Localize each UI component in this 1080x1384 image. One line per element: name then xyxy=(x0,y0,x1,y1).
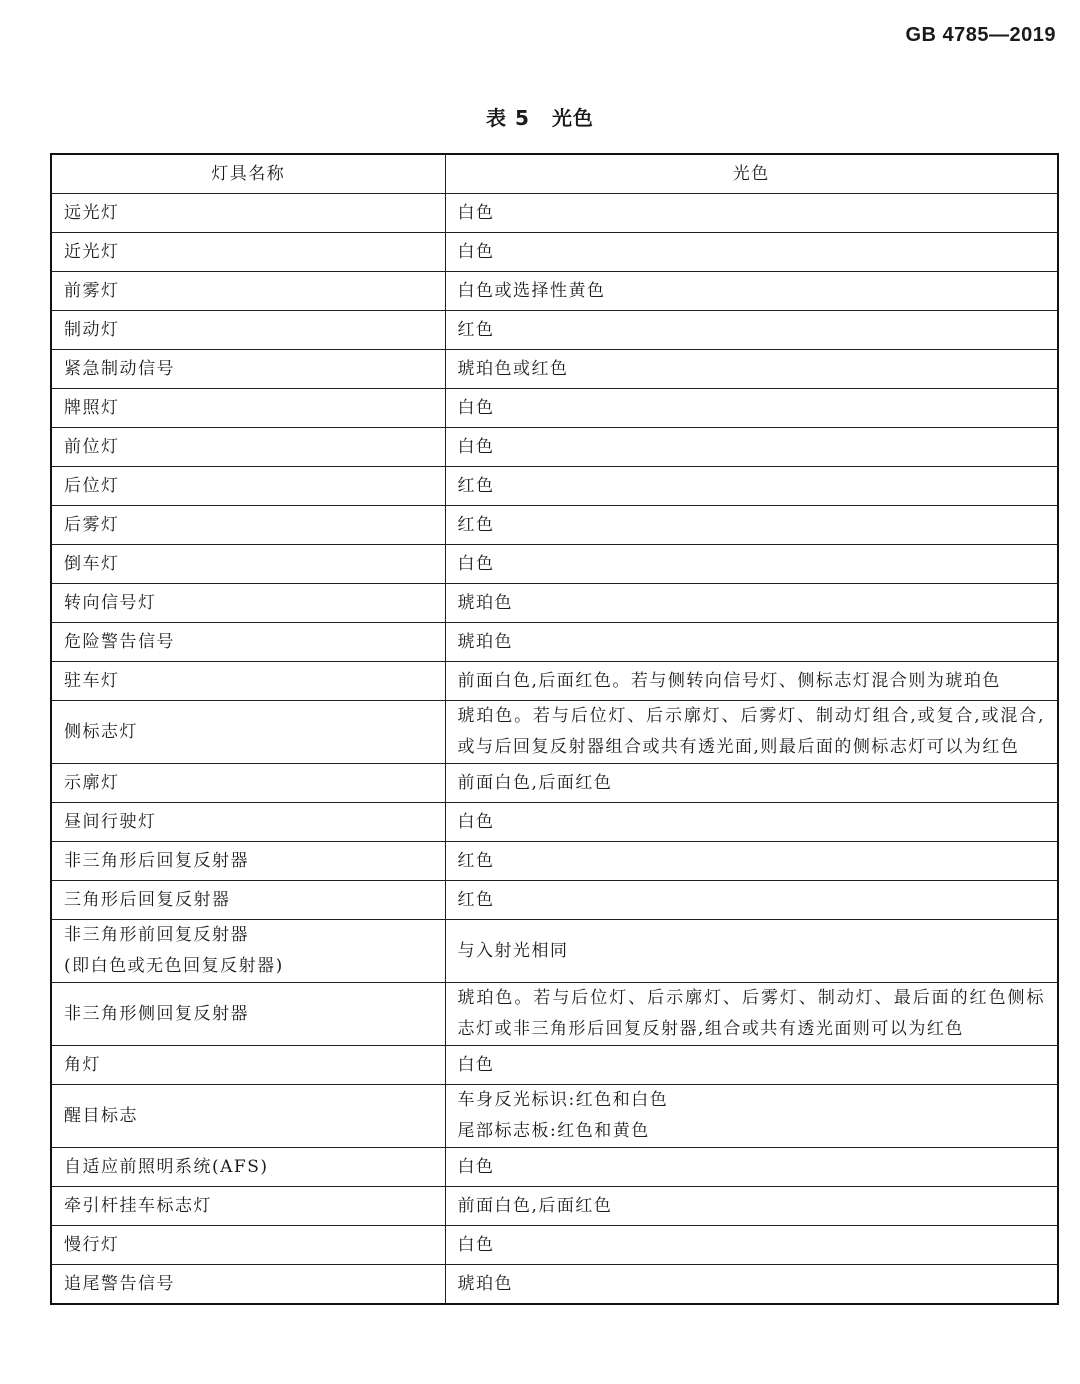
table-row xyxy=(51,1085,1058,1148)
light-color-text: 与入射光相同 xyxy=(457,940,569,961)
light-color-cell xyxy=(445,194,1058,233)
table-row xyxy=(51,701,1058,764)
light-color-text: 白色 xyxy=(457,553,495,574)
light-color-cell xyxy=(445,1046,1058,1085)
light-color-cell xyxy=(445,584,1058,623)
table-header-row xyxy=(51,154,1058,194)
light-name-cell xyxy=(51,1187,445,1226)
light-name-text: 牵引杆挂车标志灯 xyxy=(64,1195,212,1216)
light-color-text: 前面白色,后面红色。若与侧转向信号灯、侧标志灯混合则为琥珀色 xyxy=(457,670,1001,691)
light-name-text: 昼间行驶灯 xyxy=(64,811,157,832)
light-name-cell xyxy=(51,1226,445,1265)
light-color-text: 尾部标志板:红色和黄色 xyxy=(457,1121,650,1141)
table-row xyxy=(51,1046,1058,1085)
light-name-text: 转向信号灯 xyxy=(64,592,157,613)
table-row xyxy=(51,623,1058,662)
light-name-cell xyxy=(51,350,445,389)
table-row xyxy=(51,272,1058,311)
table-row xyxy=(51,1226,1058,1265)
light-color-text: 白色 xyxy=(457,397,495,418)
light-name-cell xyxy=(51,467,445,506)
light-color-text: 白色 xyxy=(457,811,495,832)
light-color-cell xyxy=(445,920,1058,983)
table-row xyxy=(51,506,1058,545)
light-name-cell xyxy=(51,1085,445,1148)
light-name-cell xyxy=(51,1265,445,1305)
light-color-text: 琥珀色 xyxy=(457,592,513,613)
table-row xyxy=(51,233,1058,272)
light-name-text: 后雾灯 xyxy=(64,514,120,535)
light-name-cell xyxy=(51,233,445,272)
light-name-cell xyxy=(51,842,445,881)
light-color-cell xyxy=(445,764,1058,803)
table-row xyxy=(51,764,1058,803)
light-name-text: 前雾灯 xyxy=(64,280,120,301)
table-row xyxy=(51,428,1058,467)
table-row xyxy=(51,350,1058,389)
table-title xyxy=(0,102,1080,131)
light-name-cell xyxy=(51,506,445,545)
light-name-text: 非三角形侧回复反射器 xyxy=(64,1003,249,1024)
table-row xyxy=(51,311,1058,350)
light-color-table xyxy=(50,153,1059,1305)
light-color-text: 红色 xyxy=(457,319,495,340)
light-name-cell xyxy=(51,1148,445,1187)
light-color-text: 前面白色,后面红色 xyxy=(457,772,613,793)
light-name-text: 侧标志灯 xyxy=(64,721,138,742)
light-color-text: 白色 xyxy=(457,1234,495,1255)
light-name-cell xyxy=(51,623,445,662)
table-row xyxy=(51,803,1058,842)
light-name-text: 牌照灯 xyxy=(64,397,120,418)
light-color-cell xyxy=(445,272,1058,311)
table-caption-label: 表 5 xyxy=(486,106,530,130)
light-color-text: 白色 xyxy=(457,436,495,457)
table-row xyxy=(51,389,1058,428)
light-name-cell xyxy=(51,920,445,983)
light-color-text: 琥珀色。若与后位灯、后示廓灯、后雾灯、制动灯、最后面的红色侧标志灯或非三角形后回复反射器,组合或共有透光面则可以为红色 xyxy=(457,988,1045,1039)
light-name-text: 前位灯 xyxy=(64,436,120,457)
light-name-text: 非三角形后回复反射器 xyxy=(64,850,249,871)
light-color-cell xyxy=(445,623,1058,662)
light-color-cell xyxy=(445,1148,1058,1187)
light-color-cell xyxy=(445,428,1058,467)
table-row xyxy=(51,545,1058,584)
light-name-cell xyxy=(51,272,445,311)
light-name-text: 后位灯 xyxy=(64,475,120,496)
light-color-cell xyxy=(445,311,1058,350)
light-name-text: 驻车灯 xyxy=(64,670,120,691)
light-name-text: 角灯 xyxy=(64,1054,101,1075)
column-header-light-name: 灯具名称 xyxy=(51,154,445,194)
light-color-cell xyxy=(445,1226,1058,1265)
light-name-cell xyxy=(51,311,445,350)
light-name-text: 自适应前照明系统(AFS) xyxy=(64,1156,269,1177)
light-name-cell xyxy=(51,545,445,584)
light-name-text: 三角形后回复反射器 xyxy=(64,889,231,910)
light-name-text: 追尾警告信号 xyxy=(64,1273,175,1294)
light-color-cell xyxy=(445,467,1058,506)
light-color-text: 红色 xyxy=(457,850,495,871)
table-row xyxy=(51,920,1058,983)
table-row xyxy=(51,194,1058,233)
light-color-text: 白色 xyxy=(457,1054,495,1075)
light-name-cell xyxy=(51,428,445,467)
light-color-cell xyxy=(445,842,1058,881)
light-name-text: 远光灯 xyxy=(64,202,120,223)
light-name-cell xyxy=(51,1046,445,1085)
light-color-text: 白色或选择性黄色 xyxy=(457,280,606,301)
table-row xyxy=(51,983,1058,1046)
light-name-text: 示廓灯 xyxy=(64,772,120,793)
table-row xyxy=(51,1148,1058,1187)
light-color-text: 白色 xyxy=(457,1156,495,1177)
light-name-cell xyxy=(51,701,445,764)
light-color-cell xyxy=(445,233,1058,272)
light-color-text: 琥珀色或红色 xyxy=(457,358,569,379)
light-name-text: 紧急制动信号 xyxy=(64,358,175,379)
light-color-cell xyxy=(445,881,1058,920)
light-color-text: 琥珀色 xyxy=(457,1273,513,1294)
light-color-cell xyxy=(445,350,1058,389)
light-name-text: 倒车灯 xyxy=(64,553,120,574)
column-header-light-color: 光色 xyxy=(445,154,1058,194)
table-row xyxy=(51,1187,1058,1226)
light-name-text: 非三角形前回复反射器 xyxy=(64,925,249,945)
table-row xyxy=(51,584,1058,623)
light-color-text: 琥珀色。若与后位灯、后示廓灯、后雾灯、制动灯组合,或复合,或混合,或与后回复反射器组合或共有透光面,则最后面的侧标志灯可以为红色 xyxy=(457,706,1045,757)
light-color-cell xyxy=(445,983,1058,1046)
light-name-text: 近光灯 xyxy=(64,241,120,262)
table-row xyxy=(51,842,1058,881)
light-name-cell xyxy=(51,803,445,842)
light-color-text: 前面白色,后面红色 xyxy=(457,1195,613,1216)
light-color-cell xyxy=(445,389,1058,428)
light-color-text: 红色 xyxy=(457,514,495,535)
table-row xyxy=(51,1265,1058,1305)
light-name-text: 慢行灯 xyxy=(64,1234,120,1255)
light-color-cell xyxy=(445,662,1058,701)
table-row xyxy=(51,881,1058,920)
light-color-cell xyxy=(445,1265,1058,1305)
light-color-text: 白色 xyxy=(457,202,495,223)
light-color-cell xyxy=(445,803,1058,842)
light-name-cell xyxy=(51,389,445,428)
light-color-cell xyxy=(445,506,1058,545)
light-name-cell xyxy=(51,983,445,1046)
light-color-cell xyxy=(445,545,1058,584)
light-name-cell xyxy=(51,194,445,233)
light-name-cell xyxy=(51,764,445,803)
table-row xyxy=(51,662,1058,701)
standard-number: GB 4785—2019 xyxy=(905,24,1056,46)
light-name-cell xyxy=(51,881,445,920)
light-color-text: 红色 xyxy=(457,475,495,496)
table-row xyxy=(51,467,1058,506)
light-name-text: 危险警告信号 xyxy=(64,631,175,652)
light-name-text: 制动灯 xyxy=(64,319,120,340)
light-name-cell xyxy=(51,584,445,623)
light-color-cell xyxy=(445,701,1058,764)
light-color-text: 红色 xyxy=(457,889,495,910)
light-name-cell xyxy=(51,662,445,701)
light-color-text: 车身反光标识:红色和白色 xyxy=(457,1090,669,1110)
table-caption-name: 光色 xyxy=(551,106,594,130)
light-color-cell xyxy=(445,1187,1058,1226)
table-body xyxy=(51,194,1058,1305)
light-name-text: (即白色或无色回复反射器) xyxy=(64,956,284,976)
light-name-text: 醒目标志 xyxy=(64,1105,138,1126)
light-color-cell xyxy=(445,1085,1058,1148)
light-color-text: 白色 xyxy=(457,241,495,262)
light-color-text: 琥珀色 xyxy=(457,631,513,652)
